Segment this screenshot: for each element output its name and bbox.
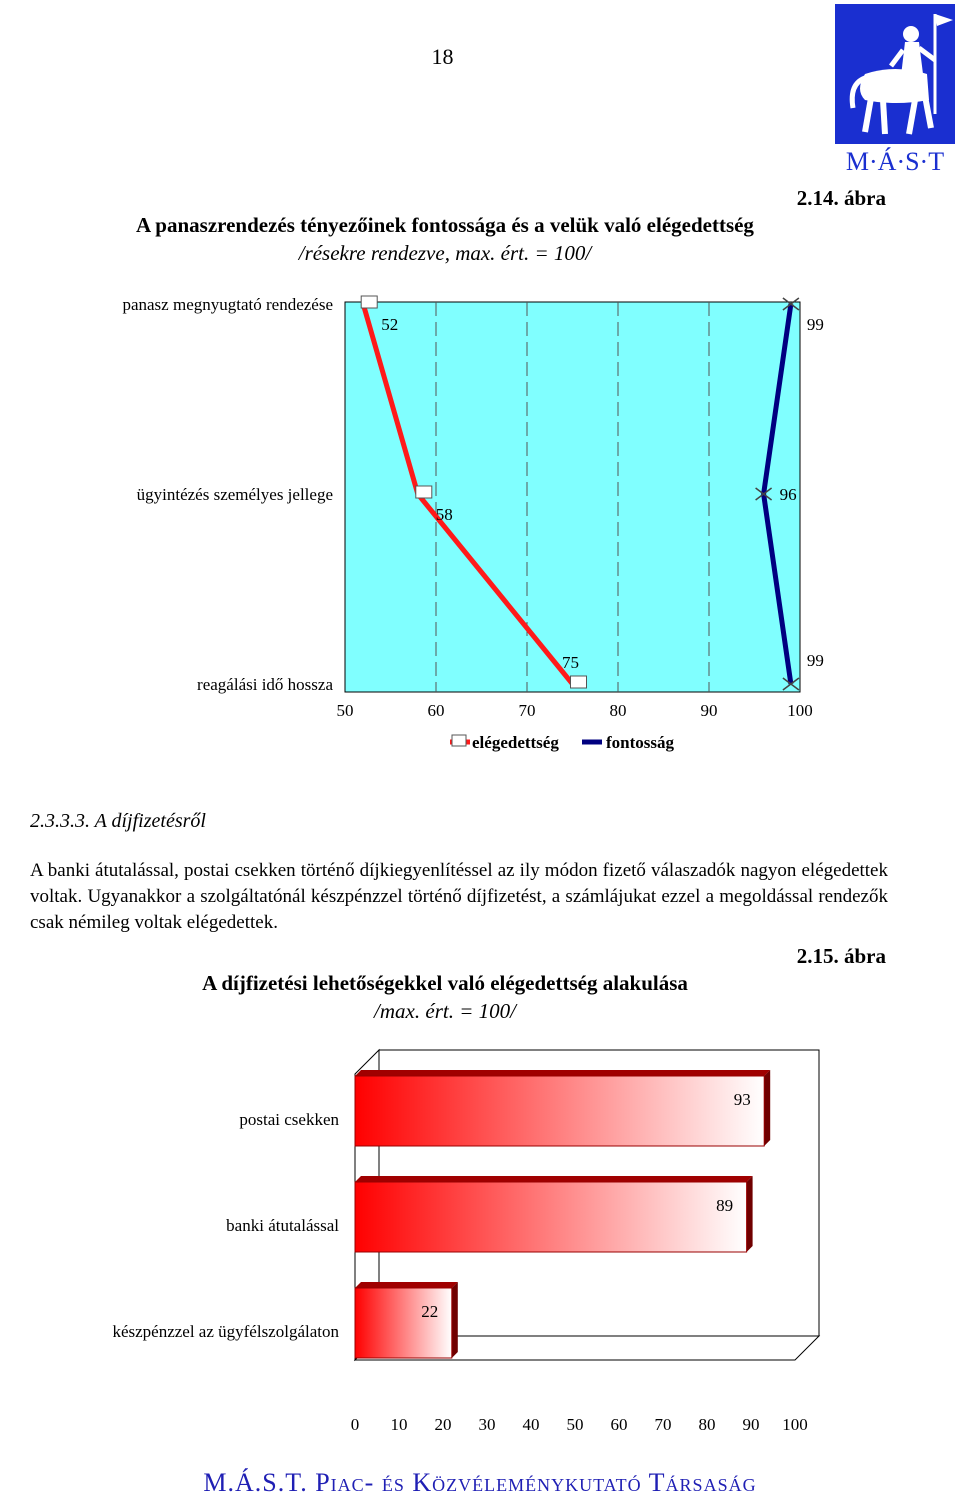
x-tick-label: 60 — [427, 701, 445, 720]
data-label: 99 — [806, 315, 824, 334]
category-label: ügyintézés személyes jellege — [136, 485, 333, 504]
data-label: 93 — [733, 1090, 751, 1109]
section-heading: 2.3.3.3. A díjfizetésről — [30, 810, 206, 832]
x-tick-label: 50 — [566, 1415, 584, 1434]
bar-side — [452, 1282, 458, 1358]
body-paragraph: A banki átutalással, postai csekken történő díjkiegyenlítéssel az ily módon fizető válaszadók nagyon elégedettek voltak. Ugyanakkor a szolgáltatónál készpénzzel történő díjfizetést, a számlájukat ezzel a megoldással rendezők csak némileg voltak elégedettek. — [30, 860, 888, 933]
data-label: 99 — [806, 651, 824, 670]
line-chart — [0, 280, 960, 765]
figure1-title: A panaszrendezés tényezőinek fontossága és a velük való elégedettség — [136, 213, 754, 237]
x-tick-label: 100 — [782, 1415, 808, 1434]
marker-elegedettseg — [361, 296, 377, 308]
figure1-subtitle: /résekre rendezve, max. ért. = 100/ — [298, 241, 592, 265]
figure2-title: A díjfizetési lehetőségekkel való elégedettség alakulása — [202, 971, 688, 995]
data-label: 96 — [779, 485, 797, 504]
figure2-label: 2.15. ábra — [796, 944, 886, 968]
x-tick-label: 90 — [700, 701, 718, 720]
x-tick-label: 100 — [787, 701, 813, 720]
data-label: 89 — [716, 1196, 734, 1215]
legend-marker-elegedettseg — [452, 735, 466, 746]
x-tick-label: 30 — [478, 1415, 496, 1434]
figure2-subtitle: /max. ért. = 100/ — [374, 999, 516, 1023]
bar-top — [355, 1070, 770, 1076]
category-label: reagálási idő hossza — [197, 675, 333, 694]
x-tick-label: 60 — [610, 1415, 628, 1434]
data-label: 22 — [421, 1302, 439, 1321]
data-label: 75 — [562, 653, 579, 672]
marker-elegedettseg — [416, 486, 432, 498]
x-tick-label: 70 — [518, 701, 536, 720]
page-number: 18 — [431, 44, 454, 69]
category-label: postai csekken — [239, 1110, 339, 1129]
figure1-label: 2.14. ábra — [796, 186, 886, 210]
x-tick-label: 90 — [742, 1415, 760, 1434]
category-label: panasz megnyugtató rendezése — [122, 295, 333, 314]
legend-label-elegedettseg: elégedettség — [472, 733, 559, 752]
bar-top — [355, 1176, 753, 1182]
x-tick-label: 50 — [336, 701, 354, 720]
logo-text: M·Á·S·T — [845, 147, 945, 176]
bar-side — [747, 1176, 753, 1252]
x-tick-label: 10 — [390, 1415, 408, 1434]
bar-top — [355, 1282, 458, 1288]
footer-company-name: M.Á.S.T. Piac- és Közvéleménykutató Társaság — [203, 1468, 757, 1497]
x-tick-label: 40 — [522, 1415, 540, 1434]
line-chart-svg — [0, 280, 960, 760]
bar-side — [764, 1070, 770, 1146]
x-tick-label: 70 — [654, 1415, 672, 1434]
x-tick-label: 20 — [434, 1415, 452, 1434]
category-label: készpénzzel az ügyfélszolgálaton — [112, 1322, 339, 1341]
mast-logo — [835, 4, 955, 176]
data-label: 52 — [381, 315, 399, 334]
bar — [355, 1288, 452, 1358]
bar-chart — [0, 1030, 960, 1455]
plot-area — [345, 302, 800, 692]
legend-label-fontossag: fontosság — [606, 733, 675, 752]
x-tick-label: 80 — [609, 701, 627, 720]
x-tick-label: 80 — [698, 1415, 716, 1434]
data-label: 58 — [435, 505, 453, 524]
x-tick-label: 0 — [350, 1415, 360, 1434]
bar — [355, 1076, 764, 1146]
bar — [355, 1182, 747, 1252]
bar-chart-svg — [0, 1030, 960, 1450]
marker-elegedettseg — [571, 676, 587, 688]
category-label: banki átutalással — [226, 1216, 339, 1235]
